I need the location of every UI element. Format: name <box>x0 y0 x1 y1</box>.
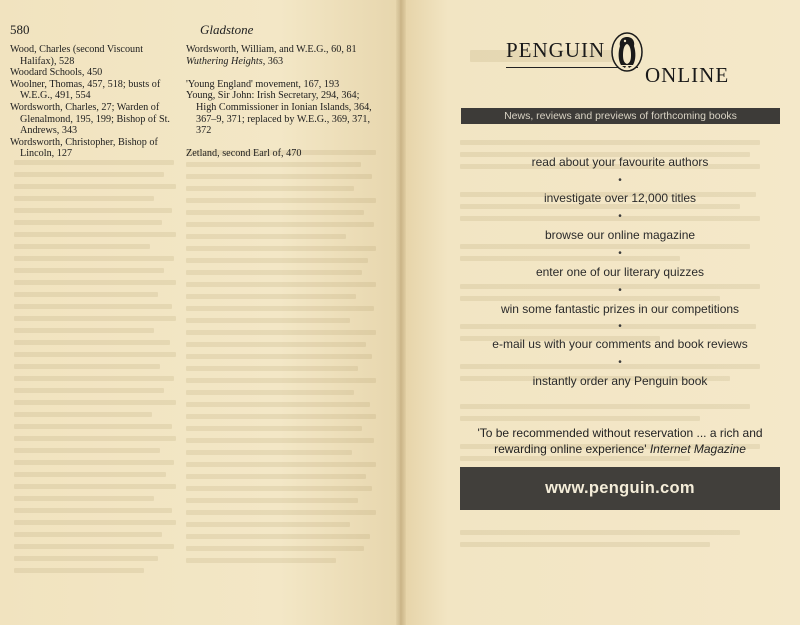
quote-text: 'To be recommended without reservation ... a rich and rewarding online experience' <box>477 426 763 456</box>
bullet-icon: • <box>618 357 622 368</box>
website-url: www.penguin.com <box>460 467 780 510</box>
index-column-left <box>10 44 180 160</box>
feature-item: enter one of our literary quizzes <box>535 265 705 279</box>
bullet-icon: • <box>618 211 622 222</box>
index-entry: Wordsworth, Charles, 27; Warden of Glenalmond, 195, 199; Bishop of St. Andrews, 343 <box>10 101 170 137</box>
index-entry: Zetland, second Earl of, 470 <box>186 148 302 160</box>
index-entry: 'Young England' movement, 167, 193 <box>186 78 340 90</box>
brand-name: PENGUIN <box>506 38 606 62</box>
feature-item: read about your favourite authors <box>531 155 709 169</box>
page-refs: , 363 <box>262 55 284 67</box>
index-entry: Woodard Schools, 450 <box>10 67 103 79</box>
bullet-icon: • <box>618 321 622 332</box>
book-title: Wuthering Heights <box>186 55 263 67</box>
index-entry: Wood, Charles (second Viscount Halifax), 528 <box>10 44 144 67</box>
penguin-icon <box>610 32 644 72</box>
index-column-right <box>186 44 376 160</box>
bullet-icon: • <box>618 175 622 186</box>
section-gap <box>186 67 376 79</box>
news-banner: News, reviews and previews of forthcoming books <box>461 108 780 124</box>
feature-item: browse our online magazine <box>544 228 696 242</box>
quote-source: Internet Magazine <box>649 442 746 456</box>
bullet-icon: • <box>618 285 622 296</box>
index-entry: Wordsworth, William, and W.E.G., 60, 81 <box>186 44 357 55</box>
section-gap <box>186 137 376 149</box>
feature-item: instantly order any Penguin book <box>532 374 708 388</box>
feature-item: win some fantastic prizes in our competitions <box>500 302 740 316</box>
brand-sub: ONLINE <box>645 63 730 87</box>
index-entry: Woolner, Thomas, 457, 518; busts of W.E.G., 491, 554 <box>10 78 161 102</box>
index-entry: Wordsworth, Christopher, Bishop of Lincoln, 127 <box>10 136 158 160</box>
feature-item: investigate over 12,000 titles <box>543 191 697 205</box>
running-title: Gladstone <box>200 22 254 37</box>
book-gutter <box>396 0 406 625</box>
page-number: 580 <box>10 22 30 37</box>
bullet-icon: • <box>618 248 622 259</box>
feature-item: e-mail us with your comments and book reviews <box>492 337 748 351</box>
review-quote <box>452 425 788 457</box>
running-head <box>10 22 390 40</box>
penguin-online-logo <box>506 32 736 87</box>
index-entry: Young, Sir John: Irish Secretary, 294, 364; High Commissioner in Ionian Islands, 364, 367–9, 371; replaced by W.E.G., 369, 371, 372 <box>186 90 372 137</box>
index-entry <box>186 56 376 68</box>
